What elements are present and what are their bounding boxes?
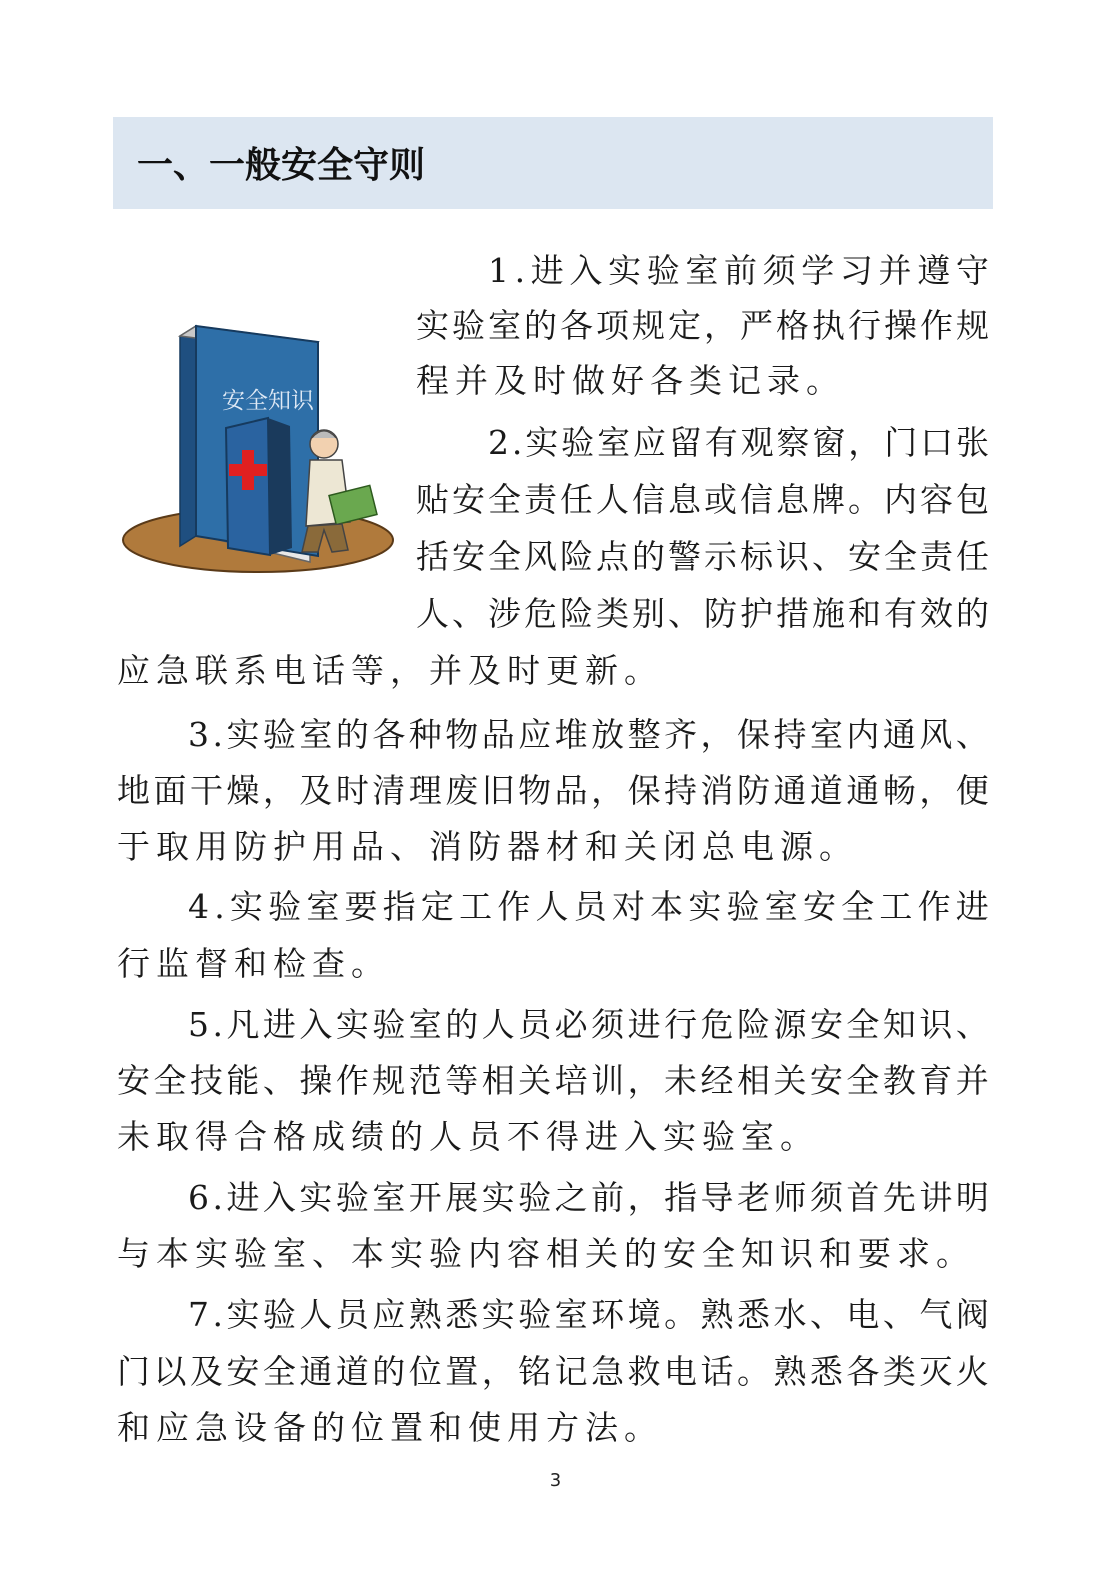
paragraph-1-line-1: 1 . 进 入 实 验 室 前 须 学 习 并 遵 守 — [488, 251, 989, 290]
paragraph-3-line-1: 3 . 实 验 室 的 各 种 物 品 应 堆 放 整 齐 ， 保 持 室 内 通 风 、 — [188, 715, 989, 754]
paragraph-5-line-3: 未取得合格成绩的人员不得进入实验室。 — [117, 1117, 819, 1156]
paragraph-7-line-2: 门 以 及 安 全 通 道 的 位 置 ， 铭 记 急 救 电 话 。 熟 悉 各 类 灭 火 — [117, 1352, 989, 1391]
paragraph-1-line-3: 程并及时做好各类记录。 — [416, 361, 845, 400]
paragraph-6-line-2: 与本实验室、本实验内容相关的安全知识和要求。 — [117, 1234, 975, 1273]
paragraph-3-line-2: 地 面 干 燥 ， 及 时 清 理 废 旧 物 品 ， 保 持 消 防 通 道 通 畅 ， 便 — [117, 771, 989, 810]
paragraph-5-line-2: 安 全 技 能 、 操 作 规 范 等 相 关 培 训 ， 未 经 相 关 安 全 教 育 并 — [117, 1061, 989, 1100]
paragraph-2-line-4: 人 、 涉 危 险 类 别 、 防 护 措 施 和 有 效 的 — [416, 594, 989, 633]
book-spine — [180, 326, 196, 546]
paragraph-4-line-1: 4 . 实 验 室 要 指 定 工 作 人 员 对 本 实 验 室 安 全 工 作 进 — [188, 887, 989, 926]
section-title: 一、一般安全守则 — [137, 144, 426, 186]
paragraph-4-line-2: 行监督和检查。 — [117, 944, 390, 983]
paragraph-2-line-2: 贴 安 全 责 任 人 信 息 或 信 息 牌 。 内 容 包 — [416, 480, 989, 519]
paragraph-6-line-1: 6 . 进 入 实 验 室 开 展 实 验 之 前 ， 指 导 老 师 须 首 先 讲 明 — [188, 1178, 989, 1217]
door-opening — [268, 418, 292, 555]
book-title: 安全知识 — [222, 388, 314, 414]
paragraph-3-line-3: 于取用防护用品、消防器材和关闭总电源。 — [117, 827, 858, 866]
red-cross-horizontal — [229, 464, 267, 476]
paragraph-2-line-3: 括 安 全 风 险 点 的 警 示 标 识 、 安 全 责 任 — [416, 537, 989, 576]
paragraph-2-line-5: 应急联系电话等，并及时更新。 — [117, 651, 663, 690]
page-number: 3 — [549, 1470, 562, 1491]
paragraph-2-line-1: 2 . 实 验 室 应 留 有 观 察 窗 ， 门 口 张 — [488, 423, 989, 462]
safety-book-illustration — [118, 300, 408, 590]
paragraph-7-line-3: 和应急设备的位置和使用方法。 — [117, 1408, 663, 1447]
section-header — [113, 117, 993, 209]
paragraph-5-line-1: 5 . 凡 进 入 实 验 室 的 人 员 必 须 进 行 危 险 源 安 全 知 识 、 — [188, 1005, 989, 1044]
paragraph-7-line-1: 7 . 实 验 人 员 应 熟 悉 实 验 室 环 境 。 熟 悉 水 、 电 、 气 阀 — [188, 1295, 989, 1334]
paragraph-1-line-2: 实 验 室 的 各 项 规 定 ， 严 格 执 行 操 作 规 — [416, 306, 989, 345]
